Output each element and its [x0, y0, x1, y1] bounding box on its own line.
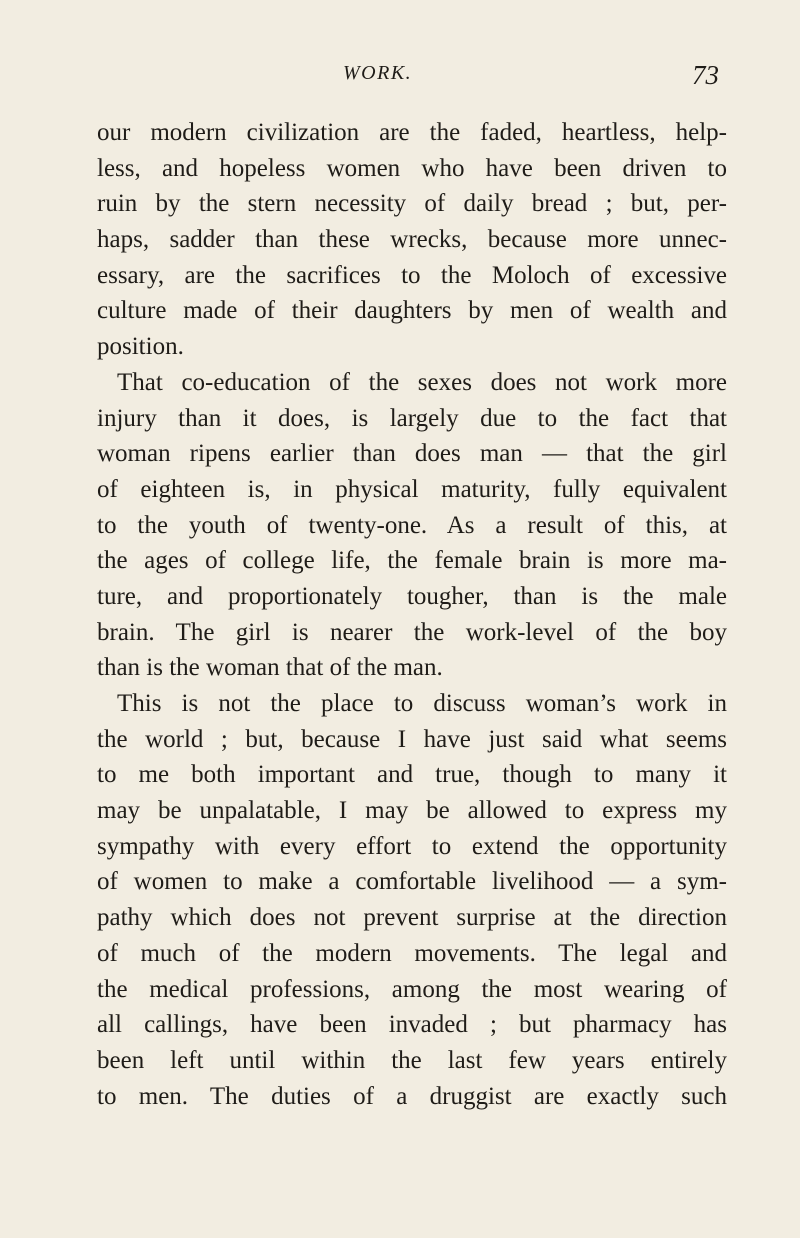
text-line: haps, sadder than these wrecks, because more unnec- [97, 226, 727, 254]
text-line: of women to make a comfortable livelihood — a sym- [97, 868, 727, 896]
text-line: ruin by the stern necessity of daily bread ; but, per- [97, 190, 727, 218]
text-line: to me both important and true, though to many it [97, 761, 727, 789]
text-line: the ages of college life, the female brain is more ma- [97, 547, 727, 575]
text-line: injury than it does, is largely due to the fact that [97, 404, 727, 432]
text-line: less, and hopeless women who have been driven to [97, 154, 727, 182]
text-line: woman ripens earlier than does man — that the girl [97, 440, 727, 468]
text-line: pathy which does not prevent surprise at the direction [97, 904, 727, 932]
page-number: 73 [692, 60, 719, 90]
text-line: sympathy with every effort to extend the opportunity [97, 832, 727, 860]
text-line: may be unpalatable, I may be allowed to express my [97, 797, 727, 825]
body-text [97, 115, 727, 1114]
text-line: than is the woman that of the man. [97, 654, 443, 682]
text-line: to the youth of twenty-one. As a result of this, at [97, 511, 727, 539]
running-head [0, 58, 800, 98]
text-line: the world ; but, because I have just said what seems [97, 725, 727, 753]
text-line: our modern civilization are the faded, heartless, help- [97, 119, 727, 146]
text-line: of eighteen is, in physical maturity, fully equivalent [97, 475, 727, 503]
text-line: been left until within the last few years entirely [97, 1046, 727, 1074]
paragraph-start-line: That co-education of the sexes does not work more [117, 368, 727, 396]
text-line: ture, and proportionately tougher, than is the male [97, 582, 727, 610]
text-line: to men. The duties of a druggist are exactly such [97, 1082, 727, 1110]
text-line: culture made of their daughters by men of wealth and [97, 297, 727, 325]
text-line: essary, are the sacrifices to the Moloch of excessive [97, 261, 727, 289]
running-title: WORK. [343, 62, 413, 84]
text-line: position. [97, 333, 184, 361]
text-line: the medical professions, among the most wearing of [97, 975, 727, 1003]
text-line: brain. The girl is nearer the work-level of the boy [97, 618, 727, 646]
text-line: all callings, have been invaded ; but pharmacy has [97, 1011, 727, 1039]
paragraph-start-line: This is not the place to discuss woman’s work in [117, 690, 727, 717]
text-line: of much of the modern movements. The legal and [97, 939, 727, 967]
